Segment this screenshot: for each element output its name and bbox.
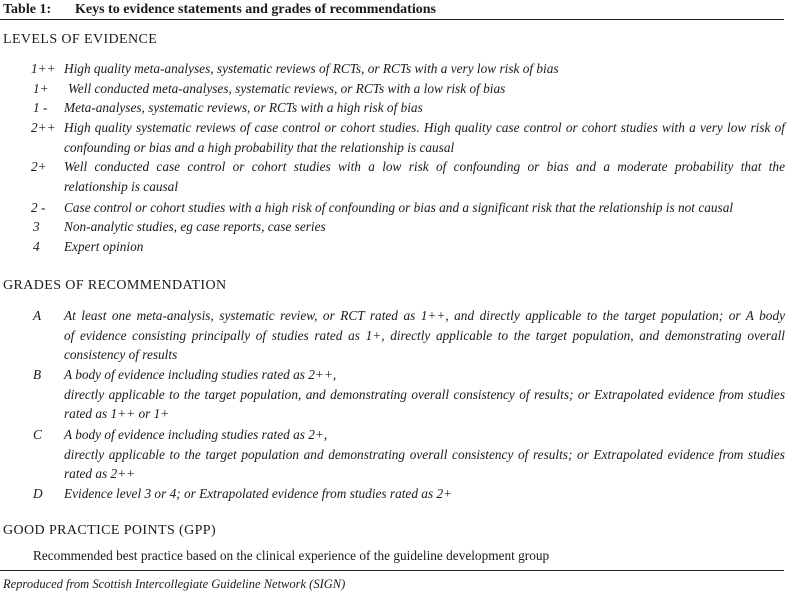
footnote-divider (0, 570, 784, 571)
source-footnote: Reproduced from Scottish Intercollegiate Guideline Network (SIGN) (3, 577, 346, 591)
table-number: Table 1: (3, 2, 52, 17)
grade-code: D (33, 486, 43, 501)
level-code: 2++ (31, 120, 56, 135)
level-code: 2 - (31, 200, 46, 215)
grade-description: A body of evidence including studies rated as 2++, directly applicable to the target population, and demonstrating overall consistency of results; or Extrapolated evidence from studies rated as 1++ or 1+ (64, 367, 785, 422)
level-description: Expert opinion (64, 239, 144, 254)
level-code: 1++ (31, 61, 56, 76)
level-code: 4 (33, 239, 40, 254)
level-code: 1+ (33, 81, 49, 96)
level-description: Well conducted meta-analyses, systematic reviews, or RCTs with a low risk of bias (68, 81, 506, 96)
grade-code: A (33, 308, 42, 323)
level-description: Meta-analyses, systematic reviews, or RCTs with a high risk of bias (64, 100, 423, 115)
level-description: High quality systematic reviews of case control or cohort studies. High quality case control or cohort studies with a very low risk of confounding or bias and a high probability that the relationship is causal (64, 120, 785, 155)
level-code: 3 (33, 219, 40, 234)
grade-code: B (33, 367, 42, 382)
level-description: Case control or cohort studies with a high risk of confounding or bias and a significant risk that the relationship is not causal (64, 200, 734, 215)
level-code: 1 - (33, 100, 48, 115)
table-caption (0, 0, 784, 20)
gpp-heading: GOOD PRACTICE POINTS (GPP) (3, 523, 217, 538)
gpp-text: Recommended best practice based on the clinical experience of the guideline development group (33, 548, 550, 563)
grade-description: Evidence level 3 or 4; or Extrapolated evidence from studies rated as 2+ (64, 486, 453, 501)
level-description: Well conducted case control or cohort studies with a low risk of confounding or bias and a moderate probability that the relationship is causal (64, 159, 785, 194)
grade-description: A body of evidence including studies rated as 2+, directly applicable to the target population and demonstrating overall consistency of results; or Extrapolated evidence from studies rated as 2++ (64, 427, 785, 482)
level-description: Non-analytic studies, eg case reports, case series (64, 219, 326, 234)
levels-heading: LEVELS OF EVIDENCE (3, 32, 158, 47)
grade-code: C (33, 427, 42, 442)
level-code: 2+ (31, 159, 47, 174)
table-title: Keys to evidence statements and grades of recommendations (75, 2, 436, 17)
grade-description: At least one meta-analysis, systematic review, or RCT rated as 1++, and directly applicable to the target population; or A body of evidence consisting principally of studies rated as 1+, directly applicable to the target population, and demonstrating overall consistency of results (64, 308, 785, 363)
grades-heading: GRADES OF RECOMMENDATION (3, 278, 227, 293)
level-description: High quality meta-analyses, systematic reviews of RCTs, or RCTs with a very low risk of bias (64, 61, 559, 76)
